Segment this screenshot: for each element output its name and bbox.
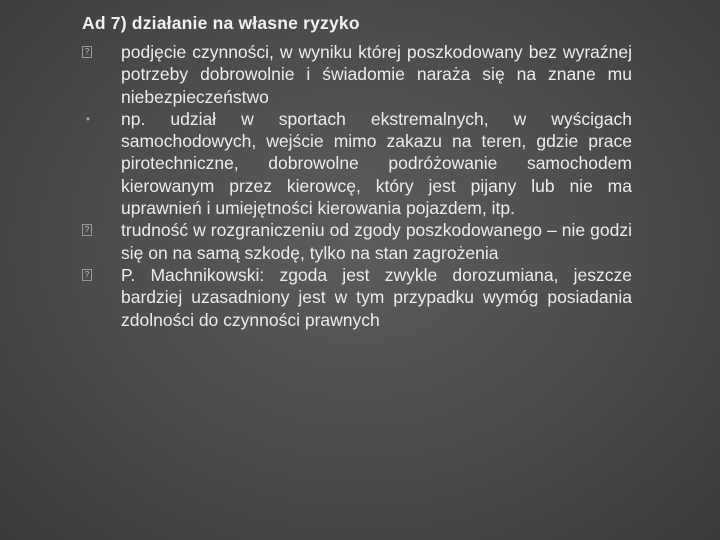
bullet-list (82, 41, 632, 331)
list-item (82, 41, 632, 108)
list-item (82, 219, 632, 264)
list-item-text: P. Machnikowski: zgoda jest zwykle dorozumiana, jeszcze bardziej uzasadniony jest w tym przypadku wymóg posiadania zdolności do czynności prawnych (121, 264, 632, 330)
slide-heading: Ad 7) działanie na własne ryzyko (82, 13, 360, 33)
dot-bullet-icon: • (85, 111, 91, 126)
list-item-text: trudność w rozgraniczeniu od zgody poszkodowanego – nie godzi się on na samą szkodę, tylko na stan zagrożenia (121, 220, 632, 263)
list-item-text: podjęcie czynności, w wyniku której poszkodowany bez wyraźnej potrzeby dobrowolnie i świadomie naraża się na znane mu niebezpieczeństwo (121, 42, 632, 107)
list-item (82, 108, 632, 219)
list-item (82, 264, 632, 331)
missing-glyph-bullet-icon: ? (82, 269, 92, 281)
list-item-text: np. udział w sportach ekstremalnych, w wyścigach samochodowych, wejście mimo zakazu na teren, gdzie prace pirotechniczne, dobrowolne podróżowanie samochodem kierowanym przez kierowcę, który jest pijany lub nie ma uprawnień i umiejętności kierowania pojazdem, itp. (121, 108, 632, 219)
missing-glyph-bullet-icon: ? (82, 224, 92, 236)
missing-glyph-bullet-icon: ? (82, 46, 92, 58)
